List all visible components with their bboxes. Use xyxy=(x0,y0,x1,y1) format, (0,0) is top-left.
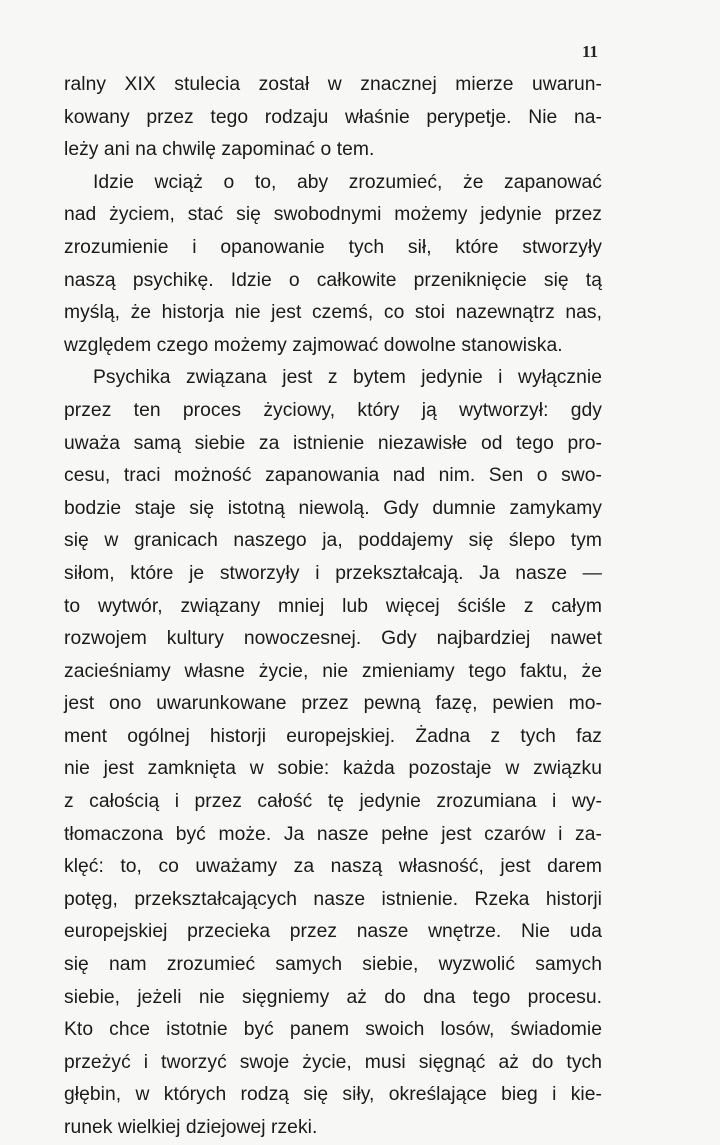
text-line: się nam zrozumieć samych siebie, wyzwolić samych xyxy=(64,954,602,976)
text-line: runek wielkiej dziejowej rzeki. xyxy=(64,1117,318,1138)
text-line: rozwojem kultury nowoczesnej. Gdy najbardziej nawet xyxy=(64,628,602,650)
text-line: Psychika związana jest z bytem jedynie i wyłącznie xyxy=(93,367,602,389)
text-line: względem czego możemy zajmować dowolne stanowiska. xyxy=(64,334,563,356)
text-line: siłom, które je stworzyły i przekształcają. Ja nasze — xyxy=(64,562,602,584)
text-line: europejskiej przecieka przez nasze wnętrze. Nie uda xyxy=(64,921,602,943)
text-line: nie jest zamknięta w sobie: każda pozostaje w związku xyxy=(64,758,602,780)
text-line: leży ani na chwilę zapominać o tem. xyxy=(64,139,375,161)
text-line: uważa samą siebie za istnienie niezawisłe od tego pro- xyxy=(64,432,602,454)
text-line: myślą, że historja nie jest czemś, co stoi nazewnątrz nas, xyxy=(64,302,602,324)
text-line: zacieśniamy własne życie, nie zmieniamy tego faktu, że xyxy=(64,660,602,682)
text-line: Idzie wciąż o to, aby zrozumieć, że zapanować xyxy=(93,171,602,193)
paragraph-2 xyxy=(64,167,602,363)
text-line: klęć: to, co uważamy za naszą własność, jest darem xyxy=(64,856,602,878)
text-line: przez ten proces życiowy, który ją wytworzył: gdy xyxy=(64,399,602,421)
paragraph-1 xyxy=(64,69,602,167)
text-line: potęg, przekształcających nasze istnienie. Rzeka historji xyxy=(64,888,602,910)
text-line: cesu, traci możność zapanowania nad nim. Sen o swo- xyxy=(64,465,602,487)
text-line: przeżyć i tworzyć swoje życie, musi sięgnąć aż do tych xyxy=(64,1051,602,1073)
paragraph-3 xyxy=(64,362,602,1144)
text-line: Kto chce istotnie być panem swoich losów, świadomie xyxy=(64,1019,602,1041)
text-line: tłomaczona być może. Ja nasze pełne jest czarów i za- xyxy=(64,823,602,845)
page-number: 11 xyxy=(582,42,599,61)
text-line: ralny XIX stulecia został w znacznej mierze uwarun- xyxy=(64,74,602,95)
text-line: bodzie staje się istotną niewolą. Gdy dumnie zamykamy xyxy=(64,497,602,519)
text-line: zrozumienie i opanowanie tych sił, które stworzyły xyxy=(64,236,602,258)
text-line: głębin, w których rodzą się siły, określające bieg i kie- xyxy=(64,1084,602,1106)
text-line: jest ono uwarunkowane przez pewną fazę, pewien mo- xyxy=(64,693,602,715)
text-line: naszą psychikę. Idzie o całkowite przeniknięcie się tą xyxy=(64,269,602,291)
text-line: się w granicach naszego ja, poddajemy się ślepo tym xyxy=(64,530,602,552)
text-line: to wytwór, związany mniej lub więcej ściśle z całym xyxy=(64,595,602,617)
text-line: z całością i przez całość tę jedynie zrozumiana i wy- xyxy=(64,791,602,813)
text-line: ment ogólnej historji europejskiej. Żadna z tych faz xyxy=(64,725,602,747)
text-line: siebie, jeżeli nie sięgniemy aż do dna tego procesu. xyxy=(64,986,602,1008)
body-text xyxy=(64,69,602,1145)
text-line: nad życiem, stać się swobodnymi możemy jedynie przez xyxy=(64,204,602,226)
text-line: kowany przez tego rodzaju właśnie perypetje. Nie na- xyxy=(64,106,602,128)
